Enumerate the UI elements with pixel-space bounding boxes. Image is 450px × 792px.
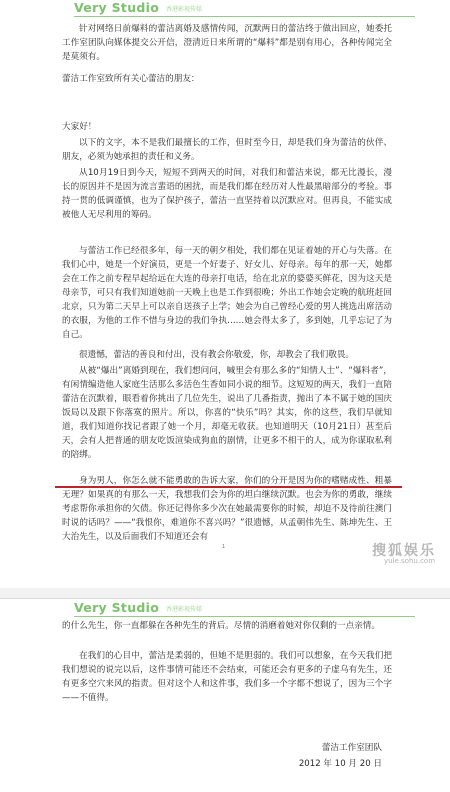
header-divider xyxy=(74,616,415,617)
header-divider xyxy=(74,16,415,17)
page-gap xyxy=(0,588,450,598)
body-paragraph: 与蕾洁工作已经很多年，每一天的朝夕相处，我们都在见证着她的开心与失落。在我们心中，她是一个好演员，更是一个好妻子、好女儿、好母亲。每年的那一天，她都会在工作之前专程早起给远在大连的母亲打电话，给在北京的婆婆买鲜花，因为这天是母亲节，可只有我们知道她前一天晚上也是工作到很晚；外出工作她会定晚的航班赶回北京，只为第二天早上可以亲自送孩子上学；她会为自己曾经心爱的男人挑选出席活动的衣服，为他的工作不惜与身边的我们争执……她会得太多了，多到她，几乎忘记了为自己。 xyxy=(62,246,392,340)
signature: 蕾洁工作室团队 xyxy=(321,743,382,753)
page-number: 1 xyxy=(222,544,226,550)
red-underline xyxy=(55,486,402,488)
greeting: 大家好！ xyxy=(62,122,97,132)
body-paragraph: 在我们的心目中，蕾洁是柔弱的，但她不是胆弱的。我们可以想象，在今天我们把我们想说的说完以后，这件事情可能还不会结束，可能还会有更多的子虚乌有先生，还有更多空穴来风的指责。但对这个人和这件事，我们多一个字都不想说了，因为三个字——不值得。 xyxy=(62,651,392,703)
body-paragraph: 以下的文字，本不是我们最擅长的工作，但时至今日，却是我们身为蕾洁的伙伴、朋友，必须为她承担的责任和义务。 xyxy=(62,138,392,162)
letter-heading: 蕾洁工作室致所有关心蕾洁的朋友： xyxy=(62,74,200,84)
brand-logo: Very Studio xyxy=(74,600,160,615)
body-paragraph: 从10月19日到今天，短短不到两天的时间，对我们和蕾洁来说，都无比漫长，漫长的原因并不是因为流言蜚语的困扰，而是我们都在经历对人性最黑暗部分的考验。事持一贯的低调谨慎，也为了保护孩子，蕾洁一直坚持着以沉默应对。但再良，不能实成被他人无尽利用的筹码。 xyxy=(62,168,392,220)
body-paragraph: 的什么先生，你一直都躲在各种先生的背后。尽情的消磨着她对你仅剩的一点亲情。 xyxy=(62,621,380,631)
body-paragraph: 从被“爆出”离婚到现在，我们想问问，喊里会有那么多的“知情人士”、“爆料者”，有闲情编造他人家庭生活那么多活色生香如同小说的细节。这短短的两天，我们一直陪蕾洁在沉默着，眼看着你挑出了几位先生，说出了几番指责，抛出了本不属于她的国庆饭局以及跟下你落寞的照片。所以，你喜的“快乐”吗？其实，你的这些，我们早就知道，我们知道你找记者跟了她一个月，却毫无收获。也知道明天（10月21日）甚至后天，会有人把普通的朋友吃饭渲染成狗血的剧情，让更多不相干的人，成为你谋取私利的陪绑。 xyxy=(62,366,392,460)
brand-subtitle: 香港影视传媒 xyxy=(166,6,203,13)
page-header xyxy=(52,2,412,16)
highlighted-paragraph: 身为男人，你怎么就不能勇敢的告诉大家，你们的分开是因为你的嗜赌成性、粗暴无理？如果真的有那么一天，我想我们会为你的坦白继续沉默。也会为你的勇敢，继续考虑帮你承担你的欠债。你还记得你多少次在她最需要你的时候，却迫不及待前往澳门时说的话吗？——“我恨你，难道你不喜兴吗？”很遗憾，从孟朝伟先生、陈坤先生、王大治先生，以及后面我们不知道还会有 xyxy=(62,476,392,542)
page-2 xyxy=(0,598,450,792)
body-paragraph: 很遗憾，蕾洁的善良和付出，没有教会你敬爱，你，却教会了我们敬畏。 xyxy=(79,350,355,360)
brand-subtitle: 香港影视传媒 xyxy=(166,606,203,613)
brand-logo: Very Studio xyxy=(74,0,160,15)
page-header xyxy=(52,602,412,616)
watermark-url: yule.sohu.com xyxy=(384,557,436,565)
letter-date: 2012 年 10 月 20 日 xyxy=(298,759,382,769)
watermark: 搜狐娱乐 xyxy=(372,543,436,559)
intro-paragraph: 针对网络日前爆料的蕾洁离婚及感情传闻，沉默两日的蕾洁终于做出回应，她委托工作室团队向媒体提交公开信，澄清近日来所谓的“爆料”都是别有用心，各种传闻完全是莫须有。 xyxy=(62,24,392,62)
